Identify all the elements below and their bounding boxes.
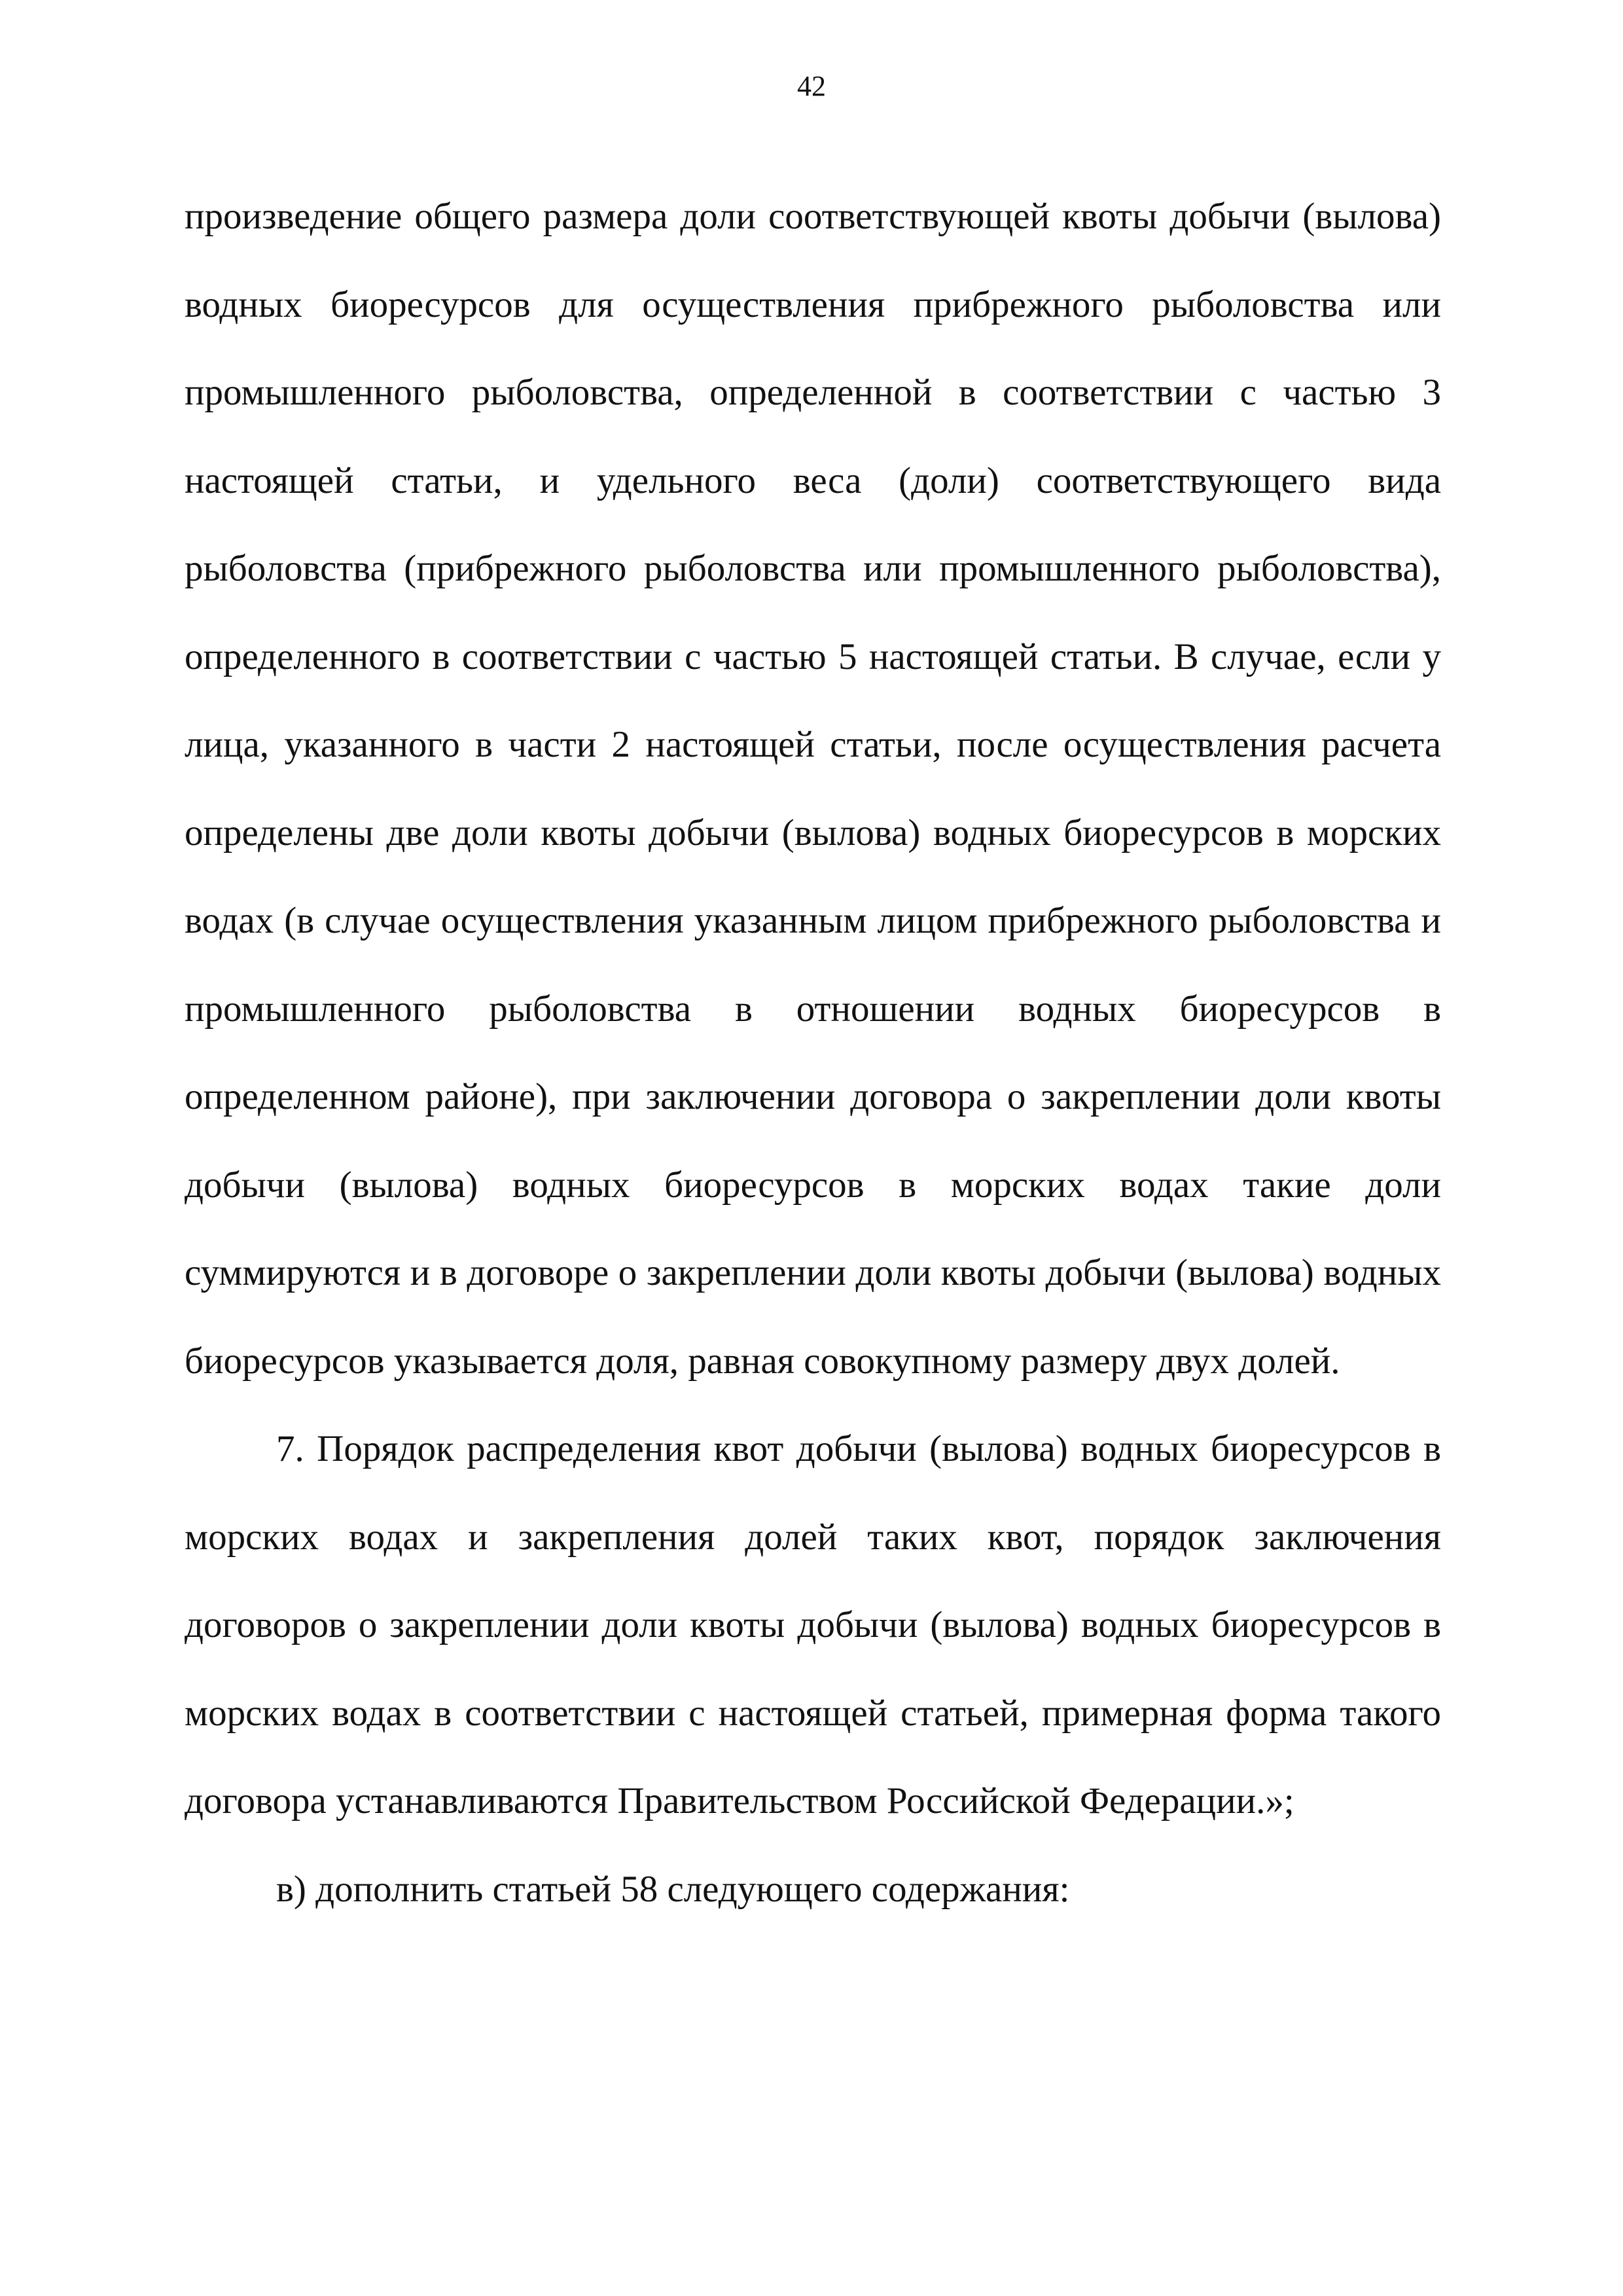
paragraph-continuation: произведение общего размера доли соответствующей квоты добычи (вылова) водных биоресурсов для осуществления прибрежного рыболовства или промышленного рыболовства, определенной в соответствии с частью 3 настоящей статьи, и удельного веса (доли) соответствующего вида рыболовства (прибрежного рыболовства или промышленного рыболовства), определенного в соответствии с частью 5 настоящей статьи. В случае, если у лица, указанного в части 2 настоящей статьи, после осуществления расчета определены две доли квоты добычи (вылова) водных биоресурсов в морских водах (в случае осуществления указанным лицом прибрежного рыболовства и промышленного рыболовства в отношении водных биоресурсов в определенном районе), при заключении договора о закреплении доли квоты добычи (вылова) водных биоресурсов в морских водах такие доли суммируются и в договоре о закреплении доли квоты добычи (вылова) водных биоресурсов указывается доля, равная совокупному размеру двух долей. <box>185 196 1441 1382</box>
paragraph-amendment-v: в) дополнить статьей 58 следующего содержания: <box>276 1868 1070 1910</box>
page-number: 42 <box>797 70 826 102</box>
document-body <box>185 173 1441 1933</box>
paragraph-item-7: 7. Порядок распределения квот добычи (вылова) водных биоресурсов в морских водах и закрепления долей таких квот, порядок заключения договоров о закреплении доли квоты добычи (вылова) водных биоресурсов в морских водах в соответствии с настоящей статьей, примерная форма такого договора устанавливаются Правительством Российской Федерации.»; <box>185 1428 1441 1821</box>
